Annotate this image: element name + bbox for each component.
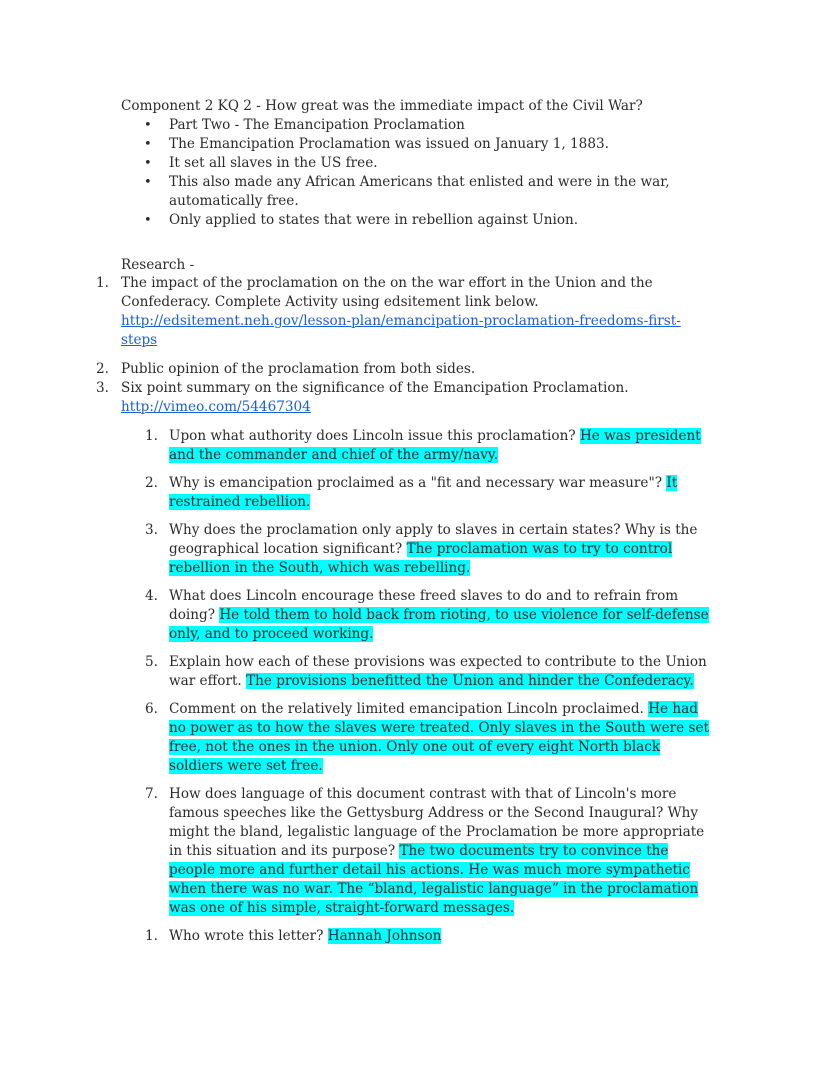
question-number: 1. [145, 428, 158, 444]
research-item-text: Public opinion of the proclamation from both sides. [121, 361, 476, 377]
question-number: 1. [145, 928, 158, 944]
bullet-text: Only applied to states that were in rebellion against Union. [169, 212, 579, 228]
question-number: 6. [145, 701, 158, 717]
question-item [121, 587, 711, 644]
research-item [93, 360, 713, 379]
question-item [121, 700, 711, 776]
question-item [121, 474, 711, 512]
bullet-item [121, 211, 701, 230]
bullet-text: This also made any African Americans that enlisted and were in the war, automatically free. [169, 174, 670, 209]
research-item-text: Six point summary on the significance of the Emancipation Proclamation. [121, 380, 629, 396]
bullet-text: It set all slaves in the US free. [169, 155, 378, 171]
bullet-icon: • [144, 175, 152, 190]
answer-highlight: The provisions benefitted the Union and hinder the Confederacy. [246, 673, 694, 689]
research-item [93, 274, 713, 350]
answer-highlight: Hannah Johnson [327, 928, 442, 944]
question-text: How does language of this document contrast with that of Lincoln's more famous speeches like the Gettysburg Address or the Second Inaugural? Why might the bland, legalistic language of the Proclamation be more appropriate in this situation and its purpose? [169, 786, 705, 859]
bullet-icon: • [144, 213, 152, 228]
document-title: Component 2 KQ 2 - How great was the immediate impact of the Civil War? [121, 98, 643, 114]
question-item [121, 427, 711, 465]
bullet-icon: • [144, 156, 152, 171]
answer-highlight: It restrained rebellion. [169, 475, 678, 510]
research-item-number: 2. [96, 361, 109, 377]
question-number: 5. [145, 654, 158, 670]
question-item [121, 521, 711, 578]
vimeo-link[interactable]: http://vimeo.com/54467304 [121, 399, 311, 415]
research-item-text: The impact of the proclamation on the on the war effort in the Union and the Confederacy. Complete Activity using edsitement link below. [121, 275, 653, 310]
research-item [93, 379, 713, 417]
bullet-item [121, 154, 701, 173]
bullet-item [121, 116, 701, 135]
research-list [93, 274, 713, 417]
research-item-number: 1. [96, 275, 109, 291]
question-text: Comment on the relatively limited emancipation Lincoln proclaimed. [169, 701, 649, 717]
answer-highlight: The proclamation was to try to control rebellion in the South, which was rebelling. [169, 541, 673, 576]
bullet-text: Part Two - The Emancipation Proclamation [169, 117, 465, 133]
question-item [121, 927, 711, 946]
answer-highlight: He had no power as to how the slaves were treated. Only slaves in the South were set free, not the ones in the union. Only one out of every eight North black soldiers were set free. [169, 701, 709, 774]
research-item-number: 3. [96, 380, 109, 396]
question-text: Who wrote this letter? [169, 928, 328, 944]
bullet-item [121, 135, 701, 154]
question-text: Why does the proclamation only apply to slaves in certain states? Why is the geographical location significant? [169, 522, 698, 557]
question-text: What does Lincoln encourage these freed slaves to do and to refrain from doing? [169, 588, 679, 623]
edsitement-link[interactable]: http://edsitement.neh.gov/lesson-plan/emancipation-proclamation-freedoms-first-steps [121, 313, 681, 348]
bullet-item [121, 173, 701, 211]
answer-highlight: He told them to hold back from rioting, to use violence for self-defense only, and to proceed working. [169, 607, 709, 642]
answer-highlight: The two documents try to convince the people more and further detail his actions. He was much more sympathetic when there was no war. The “bland, legalistic language” in the proclamation was one of his simple, straight-forward messages. [169, 843, 699, 916]
question-number: 7. [145, 786, 158, 802]
question-item [121, 785, 711, 918]
questions-list [121, 427, 711, 955]
question-number: 4. [145, 588, 158, 604]
question-text: Upon what authority does Lincoln issue this proclamation? [169, 428, 580, 444]
bullet-text: The Emancipation Proclamation was issued on January 1, 1883. [169, 136, 609, 152]
bullet-icon: • [144, 118, 152, 133]
bullet-icon: • [144, 137, 152, 152]
question-item [121, 653, 711, 691]
research-heading: Research - [121, 257, 195, 273]
answer-highlight: He was president and the commander and chief of the army/navy. [169, 428, 701, 463]
key-points-list [121, 116, 701, 230]
question-number: 3. [145, 522, 158, 538]
question-text: Explain how each of these provisions was expected to contribute to the Union war effort. [169, 654, 707, 689]
question-text: Why is emancipation proclaimed as a "fit and necessary war measure"? [169, 475, 667, 491]
question-number: 2. [145, 475, 158, 491]
